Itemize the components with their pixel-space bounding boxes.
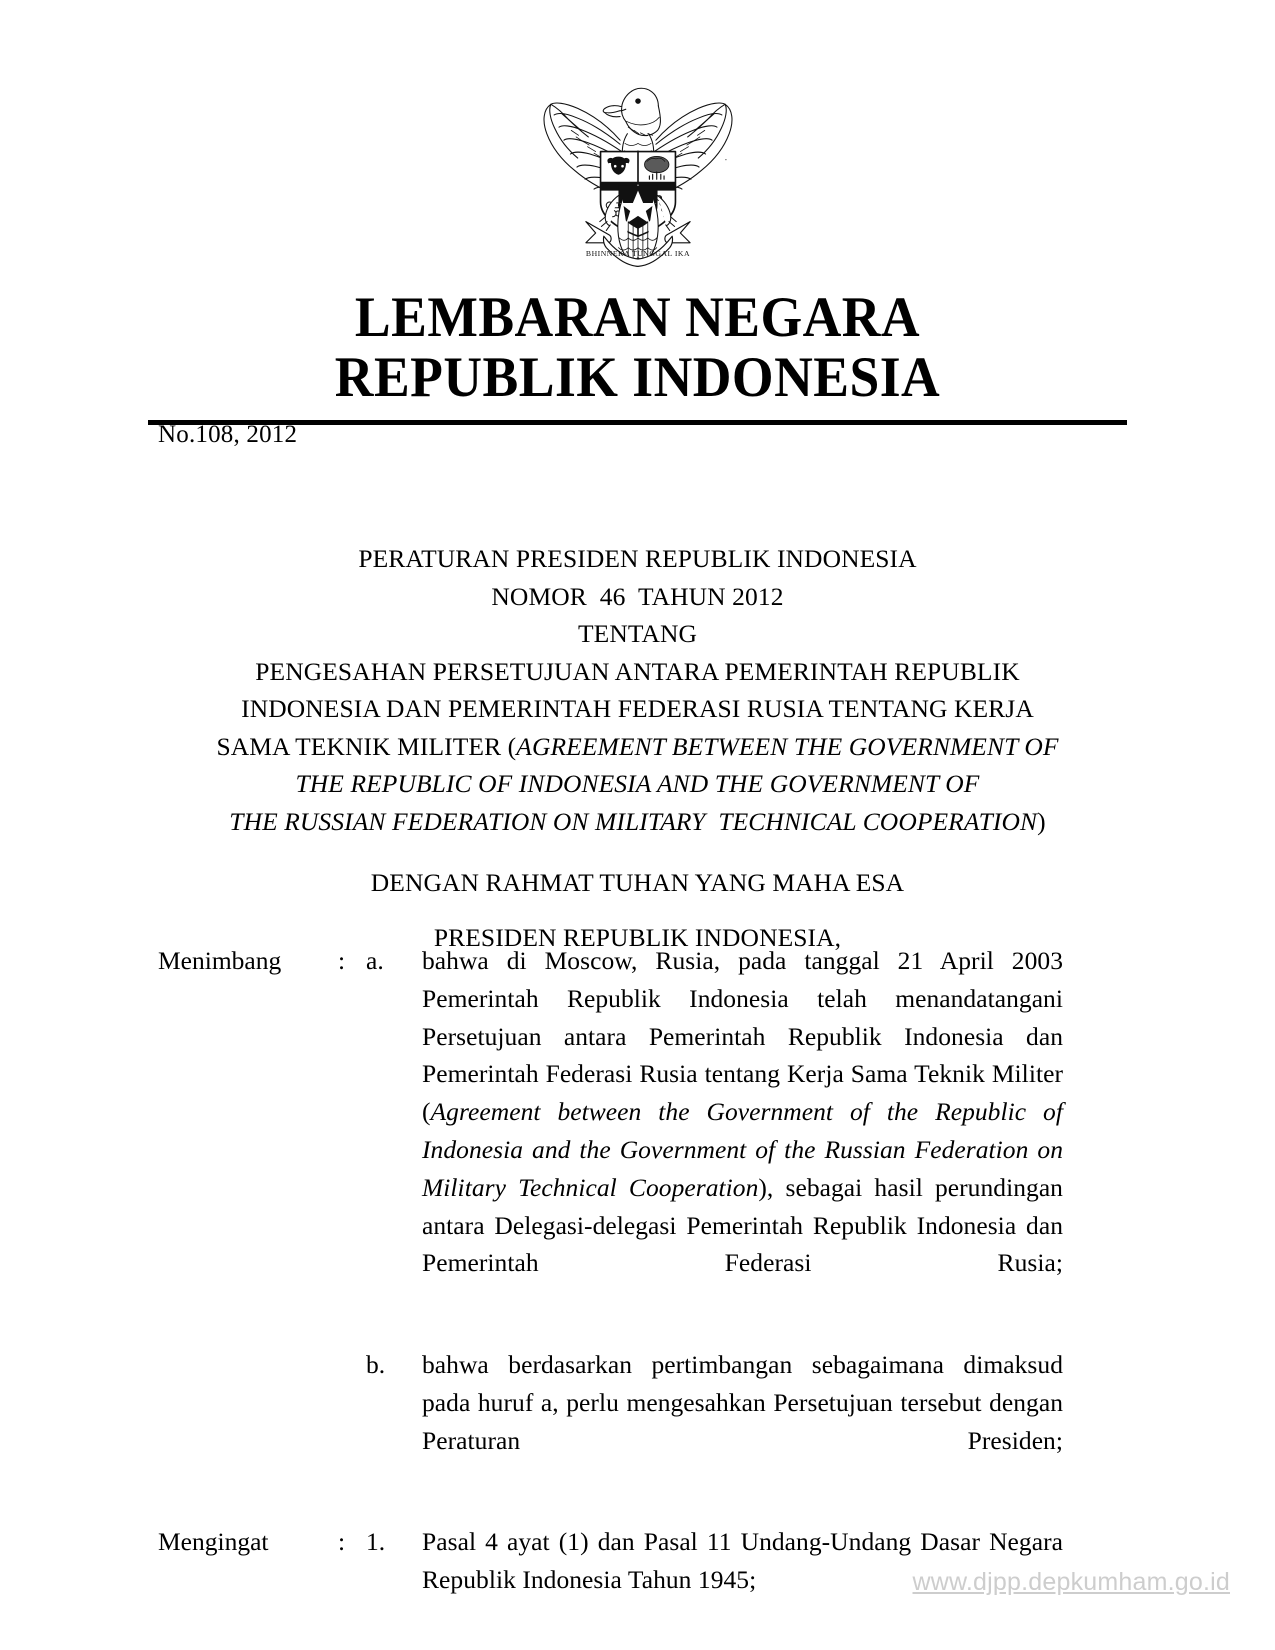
title-english-1: AGREEMENT BETWEEN THE GOVERNMENT OF xyxy=(516,731,1059,761)
title-line-subject-1: PENGESAHAN PERSETUJUAN ANTARA PEMERINTAH REPUBLIK xyxy=(255,656,1020,686)
title-spacer-1 xyxy=(140,840,1135,862)
mengingat-colon: : xyxy=(338,1527,346,1557)
footer-watermark xyxy=(0,1568,1275,1597)
consideration-row-b xyxy=(158,1346,1063,1497)
consideration-a-part2: ), sebagai hasil perundingan antara Delegasi-delegasi Pemerintah Republik Indonesia dan Pemerintah Federasi Rusia; xyxy=(422,1172,1063,1278)
blessing-line: DENGAN RAHMAT TUHAN YANG MAHA ESA xyxy=(370,868,905,897)
title-line-nomor: NOMOR 46 TAHUN 2012 xyxy=(491,581,784,611)
consideration-enum-a: a. xyxy=(366,946,384,975)
authority-line: PRESIDEN REPUBLIK INDONESIA, xyxy=(433,923,842,952)
recollection-text-1: Pasal 4 ayat (1) dan Pasal 11 Undang-Undang Dasar Negara Republik Indonesia Tahun 1945; xyxy=(422,1527,1063,1594)
issue-number: No.108, 2012 xyxy=(158,421,298,448)
garuda-motto-text: BHINNEKA TUNGGAL IKA xyxy=(585,248,690,258)
menimbang-colon: : xyxy=(338,946,346,975)
body-spacer-2 xyxy=(158,1497,1063,1523)
consideration-a-part1: bahwa di Moscow, Rusia, pada tanggal 21 April 2003 Pemerintah Republik Indonesia telah menandatangani Persetujuan antara Pemerintah Republik Indonesia dan Pemerintah Federasi Rusia tentang Kerja Sama Teknik Militer ( xyxy=(422,946,1063,1127)
consideration-text-b: bahwa berdasarkan pertimbangan sebagaimana dimaksud pada huruf a, perlu mengesahkan Persetujuan tersebut dengan Peraturan Presiden; xyxy=(422,1349,1063,1455)
recollection-enum-1: 1. xyxy=(366,1527,386,1557)
source-url-text: www.djpp.depkumham.go.id xyxy=(912,1568,1230,1596)
consideration-text-a xyxy=(422,942,1063,1320)
masthead-line-1: LEMBARAN NEGARA xyxy=(354,286,921,349)
title-line-subject-2: INDONESIA DAN PEMERINTAH FEDERASI RUSIA TENTANG KERJA xyxy=(241,694,1034,723)
title-subject-plain: SAMA TEKNIK MILITER ( xyxy=(216,731,517,761)
masthead-line-2: REPUBLIK INDONESIA xyxy=(334,346,941,409)
title-paren-close: ) xyxy=(1037,806,1046,836)
document-body xyxy=(158,942,1063,1599)
body-spacer-1 xyxy=(158,1320,1063,1346)
title-line-english-3 xyxy=(140,803,1135,841)
consideration-row-a xyxy=(158,942,1063,1320)
regulation-title-block xyxy=(140,540,1135,959)
garuda-emblem-container xyxy=(0,62,1275,268)
masthead xyxy=(148,288,1127,425)
garuda-pancasila-icon xyxy=(524,62,752,268)
title-english-2: THE REPUBLIC OF INDONESIA AND THE GOVERNMENT OF xyxy=(295,769,980,798)
consideration-enum-b: b. xyxy=(366,1349,386,1379)
title-line-tentang: TENTANG xyxy=(577,619,698,648)
title-line-peraturan: PERATURAN PRESIDEN REPUBLIK INDONESIA xyxy=(358,544,917,573)
menimbang-label: Menimbang xyxy=(158,946,282,975)
consideration-a-italic: Agreement between the Government of the Republic of Indonesia and the Government of the Russian Federation on Military Technical Cooperation xyxy=(422,1097,1063,1202)
title-line-subject-3 xyxy=(140,728,1135,766)
mengingat-label: Mengingat xyxy=(158,1527,269,1557)
title-english-3: THE RUSSIAN FEDERATION ON MILITARY TECHNICAL COOPERATION xyxy=(229,806,1038,836)
title-spacer-2 xyxy=(140,904,1135,917)
